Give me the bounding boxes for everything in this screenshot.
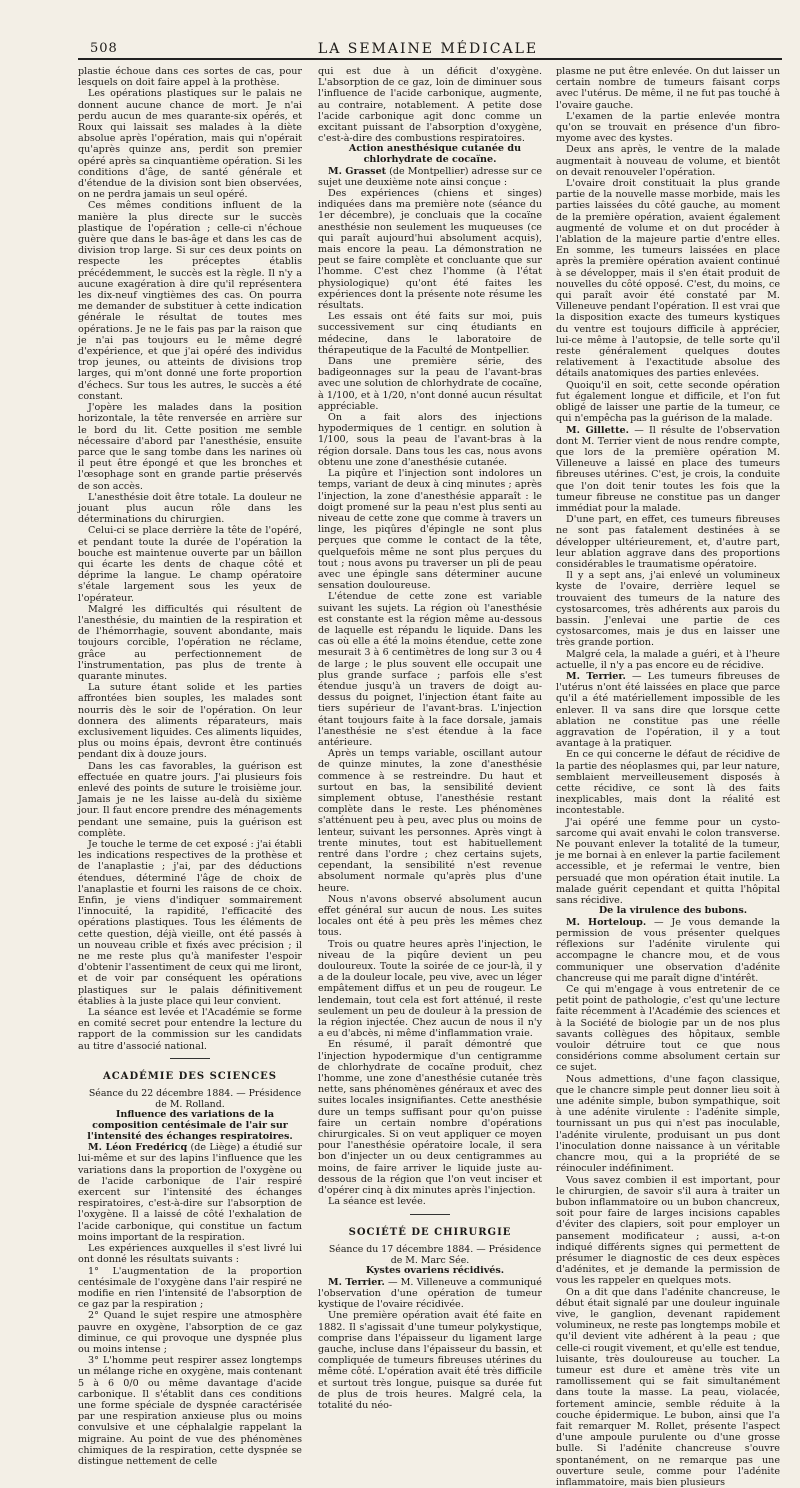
journal-title: LA SEMAINE MÉDICALE: [317, 41, 539, 57]
author-name: M. Gillette.: [566, 424, 629, 436]
paragraph: 2° Quand le sujet respire une atmosphère pauvre en oxygène, l'absorption de ce gaz diminue, ce qui provoque une dyspnée plus ou moins intense ;: [78, 1310, 302, 1355]
paragraph: L'ovaire droit constituait la plus grande partie de la nouvelle masse morbide, mais les parties laissées du côté gauche, au moment de la première opération, avaient également augmenté de volume et on dut procéder à l'ablation de la majeure partie d'entre elles. En somme, les tumeurs laissées en place après la première opération avaient continué à se développer, mais il s'en était produit de nouvelles du côté opposé. C'est, du moins, ce qui paraît avoir été constaté par M. Villeneuve pendant l'opération. Il est vrai que la disposition exacte des tumeurs kystiques du ventre est toujours difficile à apprécier, lui-ce même à l'autopsie, de telle sorte qu'il reste généralement quelques doutes relativement à l'exactitude absolue des détails anatomiques des parties enlevées.: [556, 178, 780, 380]
author-name: M. Léon Fredéricq: [88, 1142, 188, 1154]
paragraph: En ce qui concerne le défaut de récidive de la partie des néoplasmes qui, par leur nature, semblaient merveilleusement disposés à cette récidive, ce sont là des faits inexplicables, mais dont la réalité est incontestable.: [556, 749, 780, 817]
author-name: M. Horteloup.: [566, 916, 647, 928]
paragraph: L'examen de la partie enlevée montra qu'on se trouvait en présence d'un fibro-myome avec des kystes.: [556, 110, 780, 145]
header-rule: [78, 58, 782, 60]
paragraph: [78, 1142, 302, 1243]
paragraph: J'ai opéré une femme pour un cysto-sarcome qui avait envahi le colon transverse. Ne pouvant enlever la totalité de la tumeur, je me bornai à en enlever la partie facilement accessible, et je refermai le ventre, bien persuadé que mon opération était inutile. La malade guérit cependant et quitta l'hôpital sans récidive.: [556, 816, 780, 907]
paragraph: Malgré cela, la malade a guéri, et à l'heure actuelle, il n'y a pas encore eu de récidive.: [556, 648, 780, 671]
topic-heading: Kystes ovariens récidivés.: [365, 1265, 505, 1277]
seance-line: Séance du 22 décembre 1884. — Présidence de M. Rolland.: [88, 1088, 302, 1111]
paragraph: Il y a sept ans, j'ai enlevé un volumineux kyste de l'ovaire, derrière lequel se trouvaient des tumeurs de la nature des cystosarcomes, très adhérents aux parois du bassin. J'enlevai une partie de ces cystosarcomes, mais je dus en laisser une très grande portion.: [556, 570, 780, 649]
paragraph: Les expériences auxquelles il s'est livré lui ont donné les résultats suivants :: [78, 1243, 302, 1266]
paragraph: 1° L'augmentation de la proportion centésimale de l'oxygène dans l'air respiré ne modifie en rien l'intensité de l'absorption de ce gaz par la respiration ;: [78, 1265, 302, 1311]
column-2: [318, 66, 542, 1411]
paragraph: Ces mêmes conditions influent de la manière la plus directe sur le succès plastique de l'opération ; celle-ci n'échoue guère que dans le bas-âge et dans les cas de division trop large. Si sur ces deux points on respecte les préceptes établis précédemment, le succès est la règle. Il n'y a aucune exagération à dire qu'il représentera les dix-neuf vingtièmes des cas. On pourra me demander de substituer à cette indication générale le résultat de toutes mes opérations. Je ne le fais pas par la raison que je n'ai pas toujours eu le même degré d'expérience, et que j'ai opéré des individus trop jeunes, ou atteints de divisions trop larges, qui m'ont donné une forte proportion d'échecs. Sur tous les autres, le succès a été constant.: [78, 200, 302, 402]
author-name: M. Grasset: [328, 165, 387, 177]
author-name: M. Terrier.: [566, 670, 626, 682]
section-separator: [410, 1214, 450, 1215]
topic-heading: Action anesthésique cutanée du chlorhydrate de cocaïne.: [348, 143, 522, 166]
paragraph: On a dit que dans l'adénite chancreuse, le début était signalé par une douleur inguinale vive, le ganglion, devenant rapidement volumineux, ne reste pas longtemps mobile et qu'il devient vite adhérent à la peau ; que celle-ci rougit vivement, et qu'elle est tendue, luisante, très douloureuse au toucher. La tumeur est dure et amène très vite un ramollissement qui se fait simultanément dans toute la masse. La peau, violacée, fortement amincie, semble réduite à la couche épidermique. Le bubon, ainsi que l'a fait remarquer M. Rollet, présente l'aspect d'une ampoule purulente ou d'une grosse bulle. Si l'adénite chancreuse s'ouvre spontanément, on ne remarque pas une ouverture seule, comme pour l'adénite inflammatoire, mais bien plusieurs: [556, 1286, 780, 1488]
paragraph: Les essais ont été faits sur moi, puis successivement sur cinq étudiants en médecine, dans le laboratoire de thérapeutique de la Faculté de Montpellier.: [318, 311, 542, 356]
paragraph-text: — Il résulte de l'observation dont M. Terrier vient de nous rendre compte, que lors de la première opération M. Villeneuve a laissé en place des tumeurs fibreuses utérines. C'est, je crois, la conduite que l'on doit tenir toutes les fois que la tumeur fibreuse ne constitue pas un danger immédiat pour la malade.: [556, 424, 781, 514]
paragraph: Celui-ci se place derrière la tête de l'opéré, et pendant toute la durée de l'opération la bouche est maintenue ouverte par un bâillon qui écarte les dents de chaque côté et déprime la langue. Le champ opératoire s'étale largement sous les yeux de l'opérateur.: [78, 525, 302, 604]
paragraph-text: (de Montpellier) adresse sur ce sujet une deuxième note ainsi conçue :: [318, 165, 542, 188]
paragraph: Les opérations plastiques sur le palais ne donnent aucune chance de mort. Je n'ai perdu aucun de mes quarante-six opérés, et Roux qui laissait ses malades à la diète absolue après l'opération, mais qui n'opérait qu'après quinze ans, perdit son premier opéré après sa cinquantième opération. Si les conditions d'âge, de santé générale et d'étendue de la division sont bien observées, on ne perdra jamais un seul opéré.: [78, 88, 302, 201]
paragraph-text: — Je vous demande la permission de vous présenter quelques réflexions sur l'adénite virulente qui accompagne le chancre mou, et de vous communiquer une observation d'adénite chancreuse qui me paraît digne d'intérêt.: [556, 916, 780, 984]
paragraph: L'étendue de cette zone est variable suivant les sujets. La région où l'anesthésie est constante est la région même au-dessous de laquelle est répandu le liquide. Dans les cas où elle a été la moins étendue, cette zone mesurait 3 à 6 centimètres de long sur 3 ou 4 de large ; le plus souvent elle occupait une plus grande surface ; parfois elle s'est étendue jusqu'à un travers de doigt au-dessus du poignet, l'injection étant faite au tiers supérieur de l'avant-bras. L'injection étant toujours faite à la face dorsale, jamais l'anesthésie ne s'est étendue à la face antérieure.: [318, 591, 542, 748]
paragraph: 3° L'homme peut respirer assez longtemps un mélange riche en oxygène, mais contenant 5 à 6 0/0 ou même davantage d'acide carbonique. Il s'établit dans ces conditions une forme spéciale de dyspnée caractérisée par une respiration anxieuse plus ou moins convulsive et une céphalalgie rappelant la migraine. Au point de vue des phénomènes chimiques de la respiration, cette dyspnée se distingue nettement de celle: [78, 1355, 302, 1467]
paragraph-text: — Les tumeurs fibreuses de l'utérus n'ont été laissées en place que parce qu'il a été matériellement impossible de les enlever. Il va sans dire que lorsque cette ablation ne constitue pas une réelle aggravation de l'opération, il y a tout avantage à la pratiquer.: [556, 670, 780, 750]
paragraph-text: (de Liège) a étudié sur lui-même et sur des lapins l'influence que les variations dans la proportion de l'oxygène ou de l'acide carbonique de l'air respiré exercent sur l'intensité des échanges respiratoires, c'est-à-dire sur l'absorption de l'oxygène. Il a laissé de côté l'exhalation de l'acide carbonique, qui constitue un factum moins important de la respiration.: [78, 1142, 302, 1243]
paragraph: Des expériences (chiens et singes) indiquées dans ma première note (séance du 1er décembre), je concluais que la cocaïne anesthésie non seulement les muqueuses (ce qui paraît aujourd'hui absolument acquis), mais encore la peau. La démonstration ne peut se faire complète et concluante que sur l'homme. C'est chez l'homme (à l'état physiologique) qu'ont été faites les expériences dont la présente note résume les résultats.: [318, 188, 542, 312]
seance-line: Séance du 17 décembre 1884. — Présidence de M. Marc Sée.: [328, 1243, 542, 1266]
topic-heading: Influence des variations de la composition centésimale de l'air sur l'intensité des échanges respiratoires.: [87, 1109, 293, 1142]
paragraph: La suture étant solide et les parties affrontées bien souples, les malades sont nourris dès le soir de l'opération. On leur donnera des aliments réparateurs, mais exclusivement liquides. Ces aliments liquides, plus ou moins épais, devront être continués pendant dix à douze jours.: [78, 682, 302, 761]
author-name: M. Terrier.: [328, 1276, 385, 1288]
paragraph: L'anesthésie doit être totale. La douleur ne jouant plus aucun rôle dans les déterminations du chirurgien.: [78, 491, 302, 526]
paragraph: Dans les cas favorables, la guérison est effectuée en quatre jours. J'ai plusieurs fois enlevé des points de suture le troisième jour. Jamais je ne les laisse au-delà du sixième jour. Il faut encore prendre des ménagements pendant une semaine, puis la guérison est complète.: [78, 760, 302, 839]
section-separator: [170, 1058, 210, 1059]
paragraph: Ce qui m'engage à vous entretenir de ce petit point de pathologie, c'est qu'une lecture faite récemment à l'Académie des sciences et à la Société de biologie par un de nos plus savants collègues des hôpitaux, semble vouloir détruire tout ce que nous considérions comme absolument certain sur ce sujet.: [556, 984, 780, 1074]
paragraph: plastie échoue dans ces sortes de cas, pour lesquels on doit faire appel à la prothèse.: [78, 66, 302, 89]
paragraph: Malgré les difficultés qui résultent de l'anesthésie, du maintien de la respiration et de l'hémorrhagie, souvent abondante, mais toujours corcible, l'opération ne réclame, grâce au perfectionnement de l'instrumentation, pas plus de trente à quarante minutes.: [78, 603, 302, 682]
paragraph: On a fait alors des injections hypodermiques de 1 centigr. en solution à 1/100, sous la peau de l'avant-bras à la région dorsale. Dans tous les cas, nous avons obtenu une zone d'anesthésie cutanée.: [318, 412, 542, 468]
paragraph: Nous admettions, d'une façon classique, que le chancre simple peut donner lieu soit à une adénite simple, bubon sympathique, soit à une adénite virulente : l'adénite simple, tournissant un pus qui n'est pas inoculable, l'adénite virulente, produisant un pus dont l'inoculation donne naissance à un véritable chancre mou, qui a la propriété de se réinoculer indéfiniment.: [556, 1073, 780, 1175]
paragraph: qui est due à un déficit d'oxygène. L'absorption de ce gaz, loin de diminuer sous l'influence de l'acide carbonique, augmente, au contraire, notablement. A petite dose l'acide carbonique agit donc comme un excitant puissant de l'absorption d'oxygène, c'est-à-dire des combustions respiratoires.: [318, 66, 542, 145]
paragraph: Quoiqu'il en soit, cette seconde opération fut également longue et difficile, et l'on fut obligé de laisser une partie de la tumeur, ce qui n'empêcha pas la guérison de la malade.: [556, 379, 780, 425]
paragraph: Dans une première série, des badigeonnages sur la peau de l'avant-bras avec une solution de chlorhydrate de cocaïne, à 1/100, et à 1/20, n'ont donné aucun résultat appréciable.: [318, 356, 542, 412]
column-3: [556, 66, 781, 1488]
section-title-academie: ACADÉMIE DES SCIENCES: [102, 1070, 278, 1082]
column-1: [78, 66, 302, 1467]
paragraph: D'une part, en effet, ces tumeurs fibreuses ne sont pas fatalement destinées à se développer ultérieurement, et, d'autre part, leur ablation aggrave dans des proportions considérables le traumatisme opératoire.: [556, 514, 780, 570]
paragraph-text: — M. Villeneuve a communiqué l'observation d'une opération de tumeur kystique de l'ovaire récidivée.: [318, 1276, 542, 1311]
page-header: [78, 37, 778, 57]
paragraph: Deux ans après, le ventre de la malade augmentait à nouveau de volume, et bientôt on devait renouveler l'opération.: [556, 144, 780, 178]
paragraph: Après un temps variable, oscillant autour de quinze minutes, la zone d'anesthésie commence à se restreindre. Du haut et surtout en bas, la sensibilité devient simplement obtuse, l'anesthésie restant complète dans le reste. Les phénomènes s'atténuent peu à peu, avec plus ou moins de lenteur, suivant les personnes. Après vingt à trente minutes, tout est habituellement rentré dans l'ordre ; chez certains sujets, cependant, la sensibilité n'est revenue absolument normale qu'après plus d'une heure.: [318, 748, 542, 894]
paragraph: Une première opération avait été faite en 1882. Il s'agissait d'une tumeur polykystique, comprise dans l'épaisseur du ligament large gauche, incluse dans l'épaisseur du bassin, et compliquée de tumeurs fibreuses utérines du même côté. L'opération avait été très difficile et surtout très longue, puisque sa durée fut de plus de trois heures. Malgré cela, la totalité du néo-: [318, 1310, 542, 1411]
paragraph: En résumé, il paraît démontré que l'injection hypodermique d'un centigramme de chlorhydrate de cocaïne produit, chez l'homme, une zone d'anesthésie cutanée très nette, sans phénomènes généraux et avec des suites locales insignifiantes. Cette anesthésie dure un temps suffisant pour qu'on puisse faire un certain nombre d'opérations chirurgicales. Si on veut appliquer ce moyen pour l'anesthésie opératoire locale, il sera bon d'injecter un ou deux centigrammes au moins, de faire arriver le liquide juste au-dessous de la région que l'on veut inciser et d'opérer cinq à dix minutes après l'injection.: [318, 1039, 542, 1197]
paragraph: [556, 917, 780, 984]
paragraph: Vous savez combien il est important, pour le chirurgien, de savoir s'il aura à traiter un bubon inflammatoire ou un bubon chancreux, soit pour faire de larges incisions capables d'éviter des clapiers, soit pour employer un pansement modificateur ; aussi, a-t-on indiqué différents signes qui permettent de présumer le diagnostic de ces deux espèces d'adénites, et je demande la permission de vous les rappeler en quelques mots.: [556, 1174, 780, 1287]
paragraph: La séance est levée et l'Académie se forme en comité secret pour entendre la lecture du rapport de la commission sur les candidats au titre d'associé national.: [78, 1007, 302, 1052]
paragraph: [556, 425, 780, 515]
paragraph: La séance est levée.: [328, 1196, 426, 1208]
paragraph: [318, 1277, 542, 1311]
paragraph: [556, 671, 780, 749]
paragraph: plasme ne put être enlevée. On dut laisser un certain nombre de tumeurs faisant corps avec l'utérus. De même, il ne fut pas touché à l'ovaire gauche.: [556, 66, 780, 111]
paragraph: La piqûre et l'injection sont indolores un temps, variant de deux à cinq minutes ; après l'injection, la zone d'anesthésie apparaît : le doigt promené sur la peau n'est plus senti au niveau de cette zone que comme à travers un linge, les piqûres d'épingle ne sont plus perçues que comme le contact de la tête, quelquefois même ne sont plus perçues du tout ; nous avons pu traverser un pli de peau avec une épingle sans déterminer aucune sensation douloureuse.: [318, 468, 542, 592]
paragraph: J'opère les malades dans la position horizontale, la tête renversée en arrière sur le bord du lit. Cette position me semble nécessaire d'abord par l'anesthésie, ensuite parce que le sang tombe dans les narines où il peut être épongé et que les bronches et l'œsophage sont en grande partie préservés de son accès.: [78, 402, 302, 492]
paragraph: Je touche le terme de cet exposé : j'ai établi les indications respectives de la prothèse et de l'anaplastie ; j'ai, par des déductions étendues, déterminé l'âge de choix de l'anaplastie et fourni les raisons de ce choix. Enfin, je viens d'indiquer sommairement l'innocuité, la rapidité, l'efficacité des opérations plastiques. Tous les éléments de cette question, déjà vieille, ont été passés à un nouveau crible et fixés avec précision ; il ne me reste plus qu'à manifester l'espoir d'obtenir l'assentiment de ceux qui me liront, et de voir par conséquent les opérations plastiques sur le palais définitivement établies à la juste place qui leur convient.: [78, 839, 302, 1007]
paragraph: Nous n'avons observé absolument aucun effet général sur aucun de nous. Les suites locales ont été à peu près les mêmes chez tous.: [318, 893, 542, 939]
paragraph: [318, 166, 542, 188]
paragraph: Trois ou quatre heures après l'injection, le niveau de la piqûre devient un peu douloureux. Toute la soirée de ce jour-là, il y a de la douleur locale, peu vive, avec un léger empâtement diffus et un peu de rougeur. Le lendemain, tout cela est fort atténué, il reste seulement un peu de douleur à la pression de la région injectée. Chez aucun de nous il n'y a eu d'abcès, ni même d'inflammation vraie.: [318, 938, 542, 1040]
topic-heading: De la virulence des bubons.: [598, 905, 748, 917]
page-number: 508: [90, 41, 118, 56]
section-title-chirurgie: SOCIÉTÉ DE CHIRURGIE: [348, 1226, 512, 1238]
